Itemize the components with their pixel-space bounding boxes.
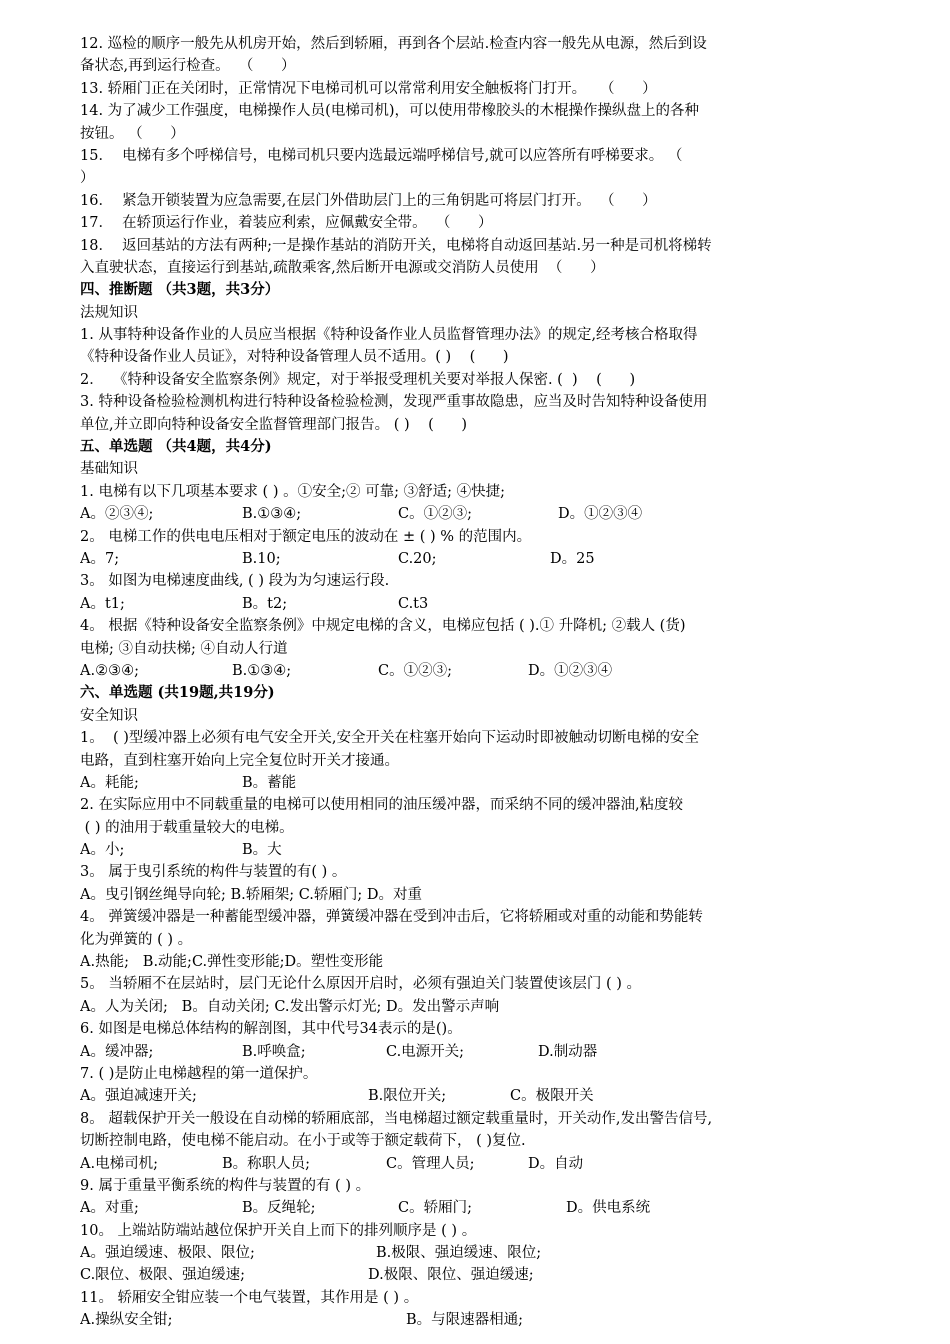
s4-question-2: 2． 《特种设备安全监察条例》规定，对于举报受理机关要对举报人保密. ( ) ( ) xyxy=(80,371,636,388)
option-b: B。反绳轮; xyxy=(242,1200,316,1217)
option-a: A。强迫缓速、极限、限位; xyxy=(80,1245,255,1262)
section-4-title: 四、推断题 （共3题，共3分） xyxy=(80,281,280,299)
s6-question-4-line-1: 4。 弹簧缓冲器是一种蓄能型缓冲器，弹簧缓冲器在受到冲击后，它将轿厢或对重的动能和势能转 xyxy=(80,909,703,926)
s5-question-3: 3。 如图为电梯速度曲线, ( ) 段为为匀速运行段. xyxy=(80,573,390,590)
s6-question-1-line-1: 1。 ( )型缓冲器上必须有电气安全开关,安全开关在柱塞开始向下运动时即被触动切断电梯的安全 xyxy=(80,730,699,747)
question-12-line-1: 12. 巡检的顺序一般先从机房开始，然后到轿厢，再到各个层站.检查内容一般先从电源，然后到设 xyxy=(80,36,707,52)
option-a: A.电梯司机; xyxy=(80,1155,158,1172)
option-d: D。自动 xyxy=(528,1155,584,1172)
section-6-title: 六、单选题 (共19题,共19分) xyxy=(80,684,275,702)
section-5-title: 五、单选题 （共4题，共4分) xyxy=(80,438,272,456)
s6-question-1-options xyxy=(80,772,920,794)
option-c: C。管理人员; xyxy=(386,1155,475,1172)
question-15-line-2: ） xyxy=(80,170,95,187)
option-c: C.t3 xyxy=(398,595,429,612)
option-c: C。①②③; xyxy=(378,662,452,679)
s6-question-3: 3。 属于曳引系统的构件与装置的有( ) 。 xyxy=(80,864,347,881)
s6-question-5-options: A。人为关闭; B。自动关闭; C.发出警示灯光; D。发出警示声响 xyxy=(80,998,500,1015)
option-a: A。对重; xyxy=(80,1200,139,1217)
section-4-subtitle: 法规知识 xyxy=(80,304,138,321)
option-a: A.操纵安全钳; xyxy=(80,1312,173,1329)
s5-question-4-line-2: 电梯; ③自动扶梯; ④自动人行道 xyxy=(80,640,288,657)
s5-question-4-options xyxy=(80,660,920,682)
option-d: D.极限、限位、强迫缓速; xyxy=(368,1267,534,1284)
section-6-subtitle: 安全知识 xyxy=(80,707,138,724)
s4-question-1-line-1: 1. 从事特种设备作业的人员应当根据《特种设备作业人员监督管理办法》的规定,经考核合格取得 xyxy=(80,327,698,344)
s6-question-6: 6. 如图是电梯总体结构的解剖图，其中代号34表示的是()。 xyxy=(80,1021,462,1038)
s4-question-3-line-2: 单位,并立即向特种设备安全监督管理部门报告。 ( ) ( ) xyxy=(80,416,468,433)
s4-question-1-line-2: 《特种设备作业人员证》，对特种设备管理人员不适用。( ) ( ) xyxy=(80,349,509,366)
s6-question-9: 9. 属于重量平衡系统的构件与装置的有 ( ) 。 xyxy=(80,1177,371,1194)
s6-question-1-line-2: 电路，直到柱塞开始向上完全复位时开关才接通。 xyxy=(80,752,399,769)
option-a: A。7; xyxy=(80,550,120,567)
s6-question-3-options: A。曳引钢丝绳导向轮; B.轿厢架; C.轿厢门; D。对重 xyxy=(80,886,423,903)
s4-question-3-line-1: 3. 特种设备检验检测机构进行特种设备检验检测，发现严重事故隐患，应当及时告知特种设备使用 xyxy=(80,394,708,411)
question-18-line-2: 入直驶状态，直接运行到基站,疏散乘客,然后断开电源或交消防人员使用 （ ） xyxy=(80,259,605,276)
question-14-line-2: 按钮。 （ ） xyxy=(80,125,185,142)
s5-question-2-options xyxy=(80,548,920,570)
s6-question-8-line-2: 切断控制电路，使电梯不能启动。在小于或等于额定载荷下， ( )复位. xyxy=(80,1133,526,1150)
s6-question-7: 7. ( )是防止电梯越程的第一道保护。 xyxy=(80,1065,318,1082)
option-c: C.电源开关; xyxy=(386,1043,465,1060)
option-c: C.限位、极限、强迫缓速; xyxy=(80,1267,246,1284)
s5-question-4-line-1: 4。 根据《特种设备安全监察条例》中规定电梯的含义，电梯应包括 ( ).① 升降机; ②载人 (货) xyxy=(80,618,686,635)
option-b: B.极限、强迫缓速、限位; xyxy=(376,1245,542,1262)
option-b: B。蓄能 xyxy=(242,774,297,791)
option-d: D。①②③④ xyxy=(558,506,643,523)
option-b: B.①③④; xyxy=(242,506,302,523)
s6-question-4-line-2: 化为弹簧的 ( ) 。 xyxy=(80,931,193,948)
s5-question-1: 1. 电梯有以下几项基本要求 ( ) 。①安全;② 可靠; ③舒适; ④快捷; xyxy=(80,483,505,500)
question-13: 13. 轿厢门正在关闭时，正常情况下电梯司机可以常常利用安全触板将门打开。 （ ） xyxy=(80,80,657,97)
question-16: 16． 紧急开锁装置为应急需要,在层门外借助层门上的三角钥匙可将层门打开。 （ ） xyxy=(80,192,657,209)
question-12-line-2: 备状态,再到运行检查。 （ ） xyxy=(80,58,296,75)
option-a: A。缓冲器; xyxy=(80,1043,154,1060)
s6-question-8-options xyxy=(80,1153,920,1175)
option-b: B。大 xyxy=(242,842,282,859)
option-a: A。②③④; xyxy=(80,506,154,523)
option-c: C.20; xyxy=(398,550,437,567)
option-b: B.呼唤盒; xyxy=(242,1043,306,1060)
question-18-line-1: 18． 返回基站的方法有两种;一是操作基站的消防开关，电梯将自动返回基站.另一种是司机将梯转 xyxy=(80,237,712,254)
option-d: D。25 xyxy=(550,550,595,567)
option-a: A。小; xyxy=(80,842,125,859)
option-b: B.限位开关; xyxy=(368,1088,447,1105)
s6-question-2-options xyxy=(80,839,920,861)
option-b: B.10; xyxy=(242,550,281,567)
option-b: B.①③④; xyxy=(232,662,292,679)
option-b: B。称职人员; xyxy=(222,1155,311,1172)
s6-question-11-options xyxy=(80,1309,920,1331)
s6-question-10-options-ab xyxy=(80,1242,920,1264)
s6-question-7-options xyxy=(80,1085,920,1107)
s6-question-10: 10。 上端站防端站越位保护开关自上而下的排列顺序是 ( ) 。 xyxy=(80,1222,477,1239)
option-c: C。极限开关 xyxy=(510,1088,594,1105)
s5-question-3-options xyxy=(80,593,920,615)
option-b: B。与限速器相通; xyxy=(406,1312,524,1329)
s6-question-2-line-1: 2. 在实际应用中不同载重量的电梯可以使用相同的油压缓冲器，而采纳不同的缓冲器油,粘度较 xyxy=(80,797,684,814)
question-17: 17． 在轿顶运行作业，着装应利索，应佩戴安全带。 （ ） xyxy=(80,215,493,232)
option-a: A.②③④; xyxy=(80,662,139,679)
s6-question-11: 11。 轿厢安全钳应装一个电气装置，其作用是 ( ) 。 xyxy=(80,1289,419,1306)
s5-question-2: 2。 电梯工作的供电电压相对于额定电压的波动在 ± ( ) % 的范围内。 xyxy=(80,528,532,545)
option-c: C。①②③; xyxy=(398,506,472,523)
option-b: B。t2; xyxy=(242,595,288,612)
option-a: A。耗能; xyxy=(80,774,139,791)
s6-question-2-line-2: ( ) 的油用于载重量较大的电梯。 xyxy=(80,819,294,836)
question-15-line-1: 15． 电梯有多个呼梯信号，电梯司机只要内选最远端呼梯信号,就可以应答所有呼梯要求。 （ xyxy=(80,147,683,164)
s5-question-1-options xyxy=(80,503,920,525)
s6-question-4-options: A.热能; B.动能;C.弹性变形能;D。塑性变形能 xyxy=(80,954,384,971)
question-14-line-1: 14. 为了减少工作强度，电梯操作人员(电梯司机)，可以使用带橡胶头的木棍操作操纵盘上的各种 xyxy=(80,103,699,120)
option-a: A。强迫减速开关; xyxy=(80,1088,197,1105)
s6-question-5: 5。 当轿厢不在层站时，层门无论什么原因开启时，必须有强迫关门装置使该层门 ( ) 。 xyxy=(80,976,641,993)
option-d: D。①②③④ xyxy=(528,662,613,679)
exam-page xyxy=(80,33,920,1332)
s6-question-10-options-cd xyxy=(80,1264,920,1286)
s6-question-9-options xyxy=(80,1197,920,1219)
section-5-subtitle: 基础知识 xyxy=(80,461,138,478)
option-d: D。供电系统 xyxy=(566,1200,651,1217)
s6-question-6-options xyxy=(80,1041,920,1063)
option-a: A。t1; xyxy=(80,595,125,612)
option-d: D.制动器 xyxy=(538,1043,598,1060)
s6-question-8-line-1: 8。 超载保护开关一般设在自动梯的轿厢底部，当电梯超过额定载重量时，开关动作,发出警告信号, xyxy=(80,1110,713,1127)
option-c: C。轿厢门; xyxy=(398,1200,472,1217)
